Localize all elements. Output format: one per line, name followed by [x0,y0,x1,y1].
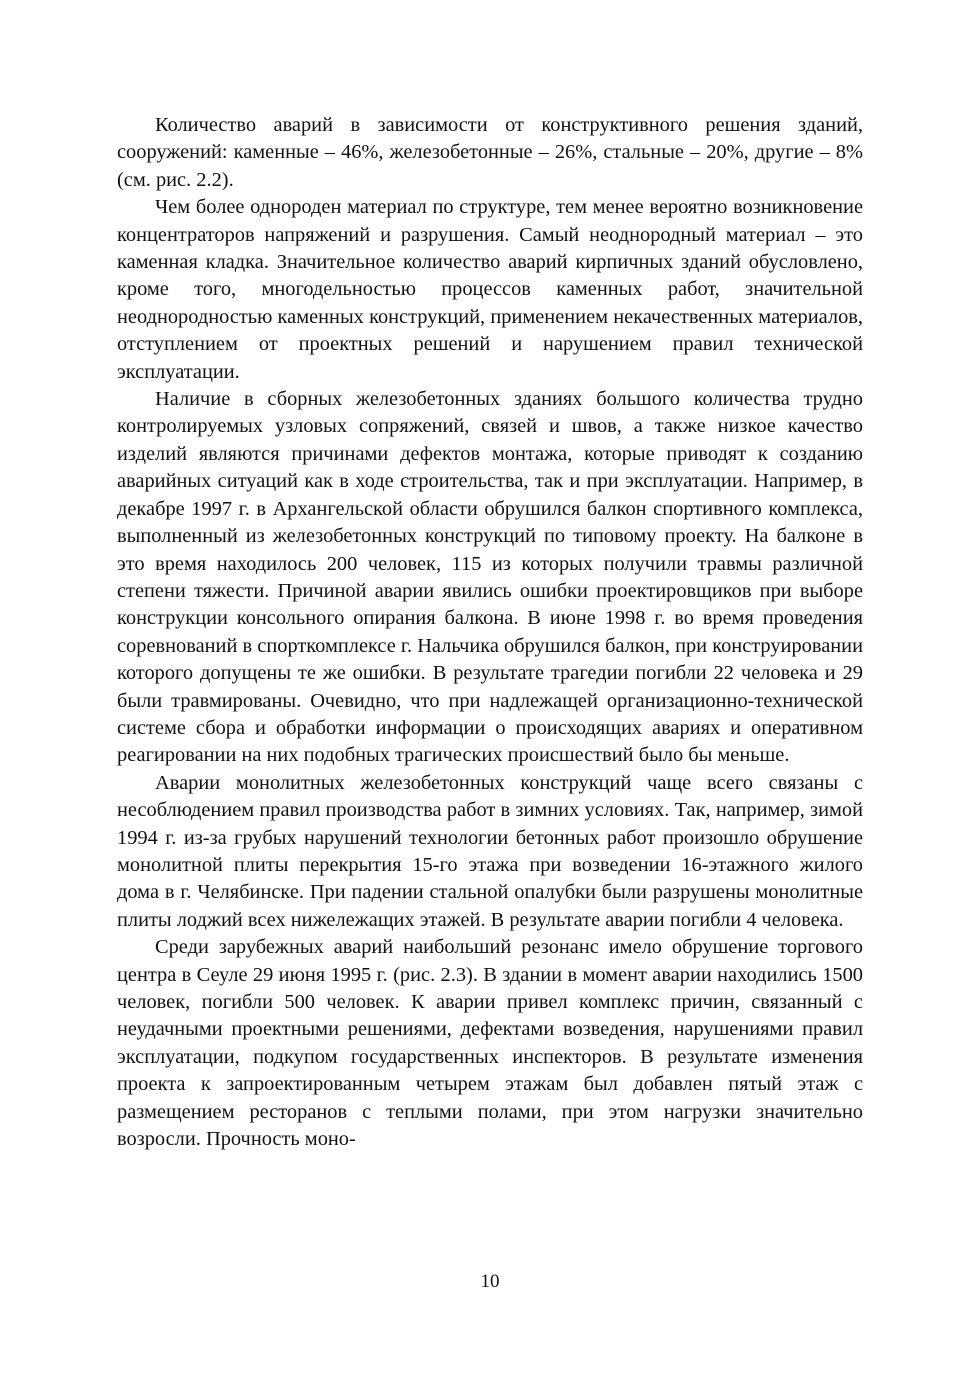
page-number: 10 [480,1271,500,1292]
paragraph-2: Чем более однороден материал по структуре, тем менее вероятно возникновение концентраторов напряжений и разрушения. Самый неоднородный материал – это каменная кладка. Значительное количество аварий кирпичных зданий обусловлено, кроме того, многодельностью процессов каменных работ, значительной неоднородностью каменных конструкций, применением некачественных материалов, отступлением от проектных решений и нарушением правил технической эксплуатации. [117,196,863,383]
paragraph-5: Среди зарубежных аварий наибольший резонанс имело обрушение торгового центра в Сеуле 29 июня 1995 г. (рис. 2.3). В здании в момент аварии находились 1500 человек, погибли 500 человек. К аварии привел комплекс причин, связанный с неудачными проектными решениями, дефектами возведения, нарушениями правил эксплуатации, подкупом государственных инспекторов. В результате изменения проекта к запроектированным четырем этажам был добавлен пятый этаж с размещением ресторанов с теплыми полами, при этом нагрузки значительно возросли. Прочность моно- [117,936,863,1151]
paragraph-1: Количество аварий в зависимости от конструктивного решения зданий, сооружений: каменные – 46%, железобетонные – 26%, стальные – 20%, другие – 8% (см. рис. 2.2). [117,114,863,191]
paragraph-4: Аварии монолитных железобетонных конструкций чаще всего связаны с несоблюдением правил производства работ в зимних условиях. Так, например, зимой 1994 г. из-за грубых нарушений технологии бетонных работ произошло обрушение монолитной плиты перекрытия 15-го этажа при возведении 16-этажного жилого дома в г. Челябинске. При падении стальной опалубки были разрушены монолитные плиты лоджий всех нижележащих этажей. В результате аварии погибли 4 человека. [117,771,863,931]
paragraph-3: Наличие в сборных железобетонных зданиях большого количества трудно контролируемых узловых сопряжений, связей и швов, а также низкое качество изделий являются причинами дефектов монтажа, которые приводят к созданию аварийных ситуаций как в ходе строительства, так и при эксплуатации. Например, в декабре 1997 г. в Архангельской области обрушился балкон спортивного комплекса, выполненный из железобетонных конструкций по типовому проекту. На балконе в это время находилось 200 человек, 115 из которых получили травмы различной степени тяжести. Причиной аварии явились ошибки проектировщиков при выборе конструкции консольного опирания балкона. В июне 1998 г. во время проведения соревнований в спорткомплексе г. Нальчика обрушился балкон, при конструировании которого допущены те же ошибки. В результате трагедии погибли 22 человека и 29 были травмированы. Очевидно, что при надлежащей организационно-технической системе сбора и обработки информации о происходящих авариях и оперативном реагировании на них подобных трагических происшествий было бы меньше. [117,388,863,767]
page-body [117,112,863,1153]
